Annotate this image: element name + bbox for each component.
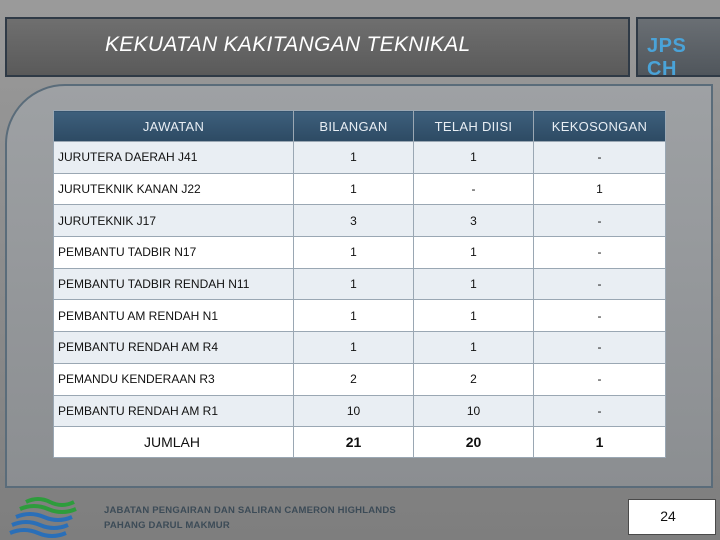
cell-telah-diisi: 3 [414, 205, 534, 237]
page-title: KEKUATAN KAKITANGAN TEKNIKAL [105, 33, 471, 56]
table-row [54, 300, 666, 332]
table-row [54, 142, 666, 174]
cell-jawatan: JURUTEKNIK J17 [54, 205, 294, 237]
table-total-row [54, 427, 666, 458]
table-row [54, 173, 666, 205]
cell-telah-diisi: 1 [414, 237, 534, 269]
cell-bilangan: 1 [294, 237, 414, 269]
cell-kekosongan: - [534, 332, 666, 364]
cell-jawatan: PEMBANTU AM RENDAH N1 [54, 300, 294, 332]
cell-bilangan: 2 [294, 363, 414, 395]
page-number: 24 [660, 508, 676, 524]
table-row [54, 363, 666, 395]
cell-kekosongan: - [534, 268, 666, 300]
cell-kekosongan: - [534, 300, 666, 332]
organization-name [104, 503, 396, 533]
total-bilangan: 21 [294, 427, 414, 458]
table-row [54, 237, 666, 269]
column-header-bilangan: BILANGAN [294, 111, 414, 142]
cell-jawatan: PEMBANTU RENDAH AM R4 [54, 332, 294, 364]
cell-bilangan: 1 [294, 332, 414, 364]
cell-bilangan: 1 [294, 173, 414, 205]
cell-jawatan: PEMBANTU RENDAH AM R1 [54, 395, 294, 427]
cell-kekosongan: - [534, 363, 666, 395]
cell-kekosongan: - [534, 237, 666, 269]
cell-telah-diisi: 1 [414, 268, 534, 300]
cell-bilangan: 1 [294, 142, 414, 174]
cell-telah-diisi: 1 [414, 300, 534, 332]
cell-kekosongan: 1 [534, 173, 666, 205]
column-header-telah-diisi: TELAH DIISI [414, 111, 534, 142]
cell-telah-diisi: 1 [414, 332, 534, 364]
cell-jawatan: PEMBANTU TADBIR N17 [54, 237, 294, 269]
cell-telah-diisi: - [414, 173, 534, 205]
cell-kekosongan: - [534, 142, 666, 174]
cell-bilangan: 3 [294, 205, 414, 237]
table-row [54, 395, 666, 427]
table-row [54, 205, 666, 237]
staff-table [53, 110, 666, 458]
cell-jawatan: JURUTEKNIK KANAN J22 [54, 173, 294, 205]
total-kekosongan: 1 [534, 427, 666, 458]
table-row [54, 268, 666, 300]
cell-telah-diisi: 2 [414, 363, 534, 395]
cell-jawatan: PEMANDU KENDERAAN R3 [54, 363, 294, 395]
corner-logo-text: JPS CH [647, 35, 687, 80]
water-waves-icon [8, 496, 88, 540]
total-label: JUMLAH [54, 427, 294, 458]
cell-telah-diisi: 1 [414, 142, 534, 174]
organization-line-2: PAHANG DARUL MAKMUR [104, 520, 230, 531]
cell-kekosongan: - [534, 395, 666, 427]
cell-jawatan: JURUTERA DAERAH J41 [54, 142, 294, 174]
table-row [54, 332, 666, 364]
column-header-kekosongan: KEKOSONGAN [534, 111, 666, 142]
column-header-jawatan: JAWATAN [54, 111, 294, 142]
table-header-row [54, 111, 666, 142]
organization-line-1: JABATAN PENGAIRAN DAN SALIRAN CAMERON HIGHLANDS [104, 505, 396, 516]
cell-jawatan: PEMBANTU TADBIR RENDAH N11 [54, 268, 294, 300]
cell-bilangan: 1 [294, 300, 414, 332]
cell-kekosongan: - [534, 205, 666, 237]
cell-bilangan: 1 [294, 268, 414, 300]
cell-bilangan: 10 [294, 395, 414, 427]
total-telah-diisi: 20 [414, 427, 534, 458]
cell-telah-diisi: 10 [414, 395, 534, 427]
